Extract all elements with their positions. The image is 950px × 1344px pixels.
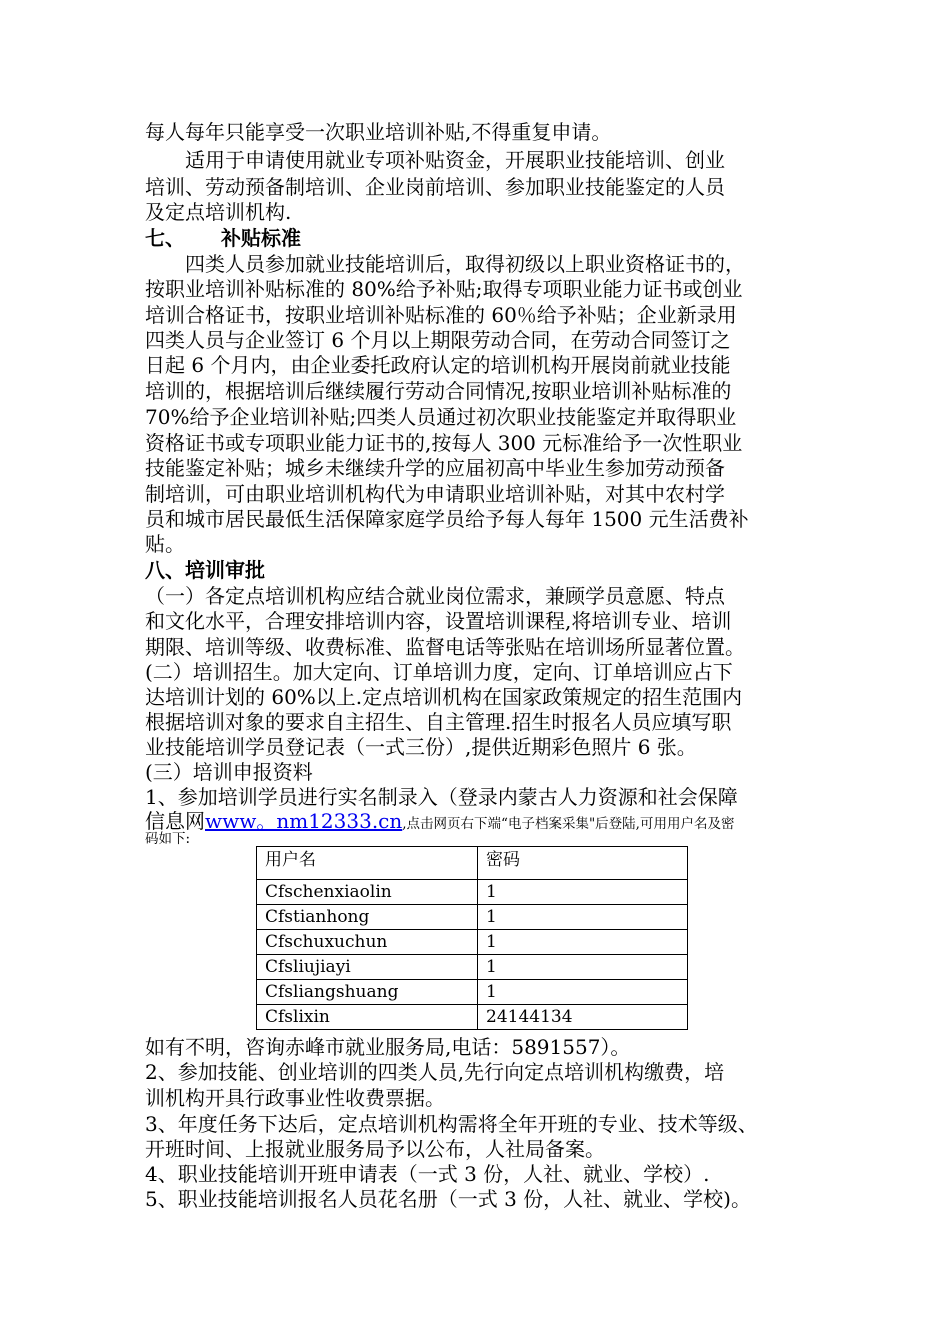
text-line: (二）培训招生。加大定向、订单培训力度，定向、订单培训应占下 [145, 660, 733, 684]
text-line: (三）培训申报资料 [145, 760, 313, 784]
username-cell: Cfsliujiayi [257, 955, 478, 980]
text-line: 制培训，可由职业培训机构代为申请职业培训补贴，对其中农村学 [145, 482, 725, 506]
text-fragment: 信息网 [145, 809, 205, 833]
section-heading-8: 八、培训审批 [145, 558, 265, 582]
username-cell: Cfstianhong [257, 905, 478, 930]
section-title: 补贴标准 [221, 226, 301, 250]
text-line: 培训、劳动预备制培训、企业岗前培训、参加职业技能鉴定的人员 [145, 175, 725, 199]
text-line: 2、参加技能、创业培训的四类人员,先行向定点培训机构缴费，培 [145, 1060, 725, 1084]
text-line: 达培训计划的 60%以上.定点培训机构在国家政策规定的招生范围内 [145, 685, 743, 709]
password-cell: 1 [478, 930, 688, 955]
username-cell: Cfschenxiaolin [257, 880, 478, 905]
text-line: 技能鉴定补贴；城乡未继续升学的应届初高中毕业生参加劳动预备 [145, 456, 725, 480]
text-line: 5、职业技能培训报名人员花名册（一式 3 份，人社、就业、学校)。 [145, 1187, 751, 1211]
text-line: 贴。 [145, 532, 185, 556]
text-line: 及定点培训机构. [145, 200, 292, 224]
text-line: 四类人员与企业签订 6 个月以上期限劳动合同，在劳动合同签订之 [145, 328, 731, 352]
table-row [257, 905, 688, 930]
text-line: 如有不明，咨询赤峰市就业服务局,电话：5891557）。 [145, 1035, 631, 1059]
text-line: 每人每年只能享受一次职业培训补贴,不得重复申请。 [145, 120, 612, 144]
text-line: 日起 6 个月内，由企业委托政府认定的培训机构开展岗前就业技能 [145, 353, 731, 377]
table-row [257, 980, 688, 1005]
password-cell: 1 [478, 880, 688, 905]
password-cell: 24144134 [478, 1005, 688, 1030]
table-row [257, 955, 688, 980]
text-line: 资格证书或专项职业能力证书的,按每人 300 元标准给予一次性职业 [145, 431, 743, 455]
text-line: 按职业培训补贴标准的 80%给予补贴;取得专项职业能力证书或创业 [145, 277, 743, 301]
text-line: 培训合格证书，按职业培训补贴标准的 60％给予补贴；企业新录用 [145, 303, 737, 327]
text-line: 4、职业技能培训开班申请表（一式 3 份，人社、就业、学校）. [145, 1162, 710, 1186]
column-header-username: 用户名 [257, 847, 478, 880]
text-line: 员和城市居民最低生活保障家庭学员给予每人每年 1500 元生活费补 [145, 507, 749, 531]
table-row [257, 1005, 688, 1030]
text-line: 业技能培训学员登记表（一式三份）,提供近期彩色照片 6 张。 [145, 735, 697, 759]
credentials-table [256, 846, 688, 1030]
password-cell: 1 [478, 980, 688, 1005]
table-header-row [257, 847, 688, 880]
text-line: 和文化水平，合理安排培训内容，设置培训课程,将培训专业、培训 [145, 609, 732, 633]
website-link[interactable]: www。nm12333.cn [205, 809, 403, 833]
column-header-password: 密码 [478, 847, 688, 880]
username-cell: Cfsliangshuang [257, 980, 478, 1005]
password-cell: 1 [478, 905, 688, 930]
text-line: 3、年度任务下达后，定点培训机构需将全年开班的专业、技术等级、 [145, 1112, 758, 1136]
username-cell: Cfslixin [257, 1005, 478, 1030]
section-number: 七、 [145, 226, 185, 250]
text-fragment: ,点击网页右下端“电子档案采集"后登陆,可用用户名及密 [402, 816, 735, 832]
text-line: 期限、培训等级、收费标准、监督电话等张贴在培训场所显著位置。 [145, 635, 745, 659]
text-line: 适用于申请使用就业专项补贴资金，开展职业技能培训、创业 [185, 148, 725, 172]
password-cell: 1 [478, 955, 688, 980]
table-row [257, 880, 688, 905]
table-row [257, 930, 688, 955]
text-line: 训机构开具行政事业性收费票据。 [145, 1086, 445, 1110]
section-heading-7 [145, 225, 825, 251]
text-line: 四类人员参加就业技能培训后，取得初级以上职业资格证书的， [185, 252, 745, 276]
username-cell: Cfschuxuchun [257, 930, 478, 955]
text-line: 培训的，根据培训后继续履行劳动合同情况,按职业培训补贴标准的 [145, 379, 732, 403]
text-line: 根据培训对象的要求自主招生、自主管理.招生时报名人员应填写职 [145, 710, 732, 734]
text-line: 70%给予企业培训补贴;四类人员通过初次职业技能鉴定并取得职业 [145, 405, 737, 429]
text-line: 开班时间、上报就业服务局予以公布，人社局备案。 [145, 1137, 605, 1161]
text-line: （一）各定点培训机构应结合就业岗位需求，兼顾学员意愿、特点 [145, 584, 725, 608]
text-line: 1、参加培训学员进行实名制录入（登录内蒙古人力资源和社会保障 [145, 785, 738, 809]
text-line: 码如下: [145, 831, 191, 847]
